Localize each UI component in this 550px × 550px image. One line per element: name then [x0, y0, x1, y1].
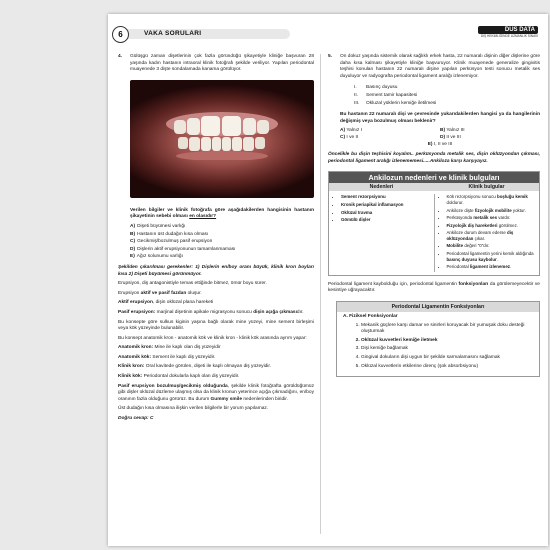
answer-4: Doğru cevap: C	[118, 416, 154, 422]
question-5-note: Öncelikle bu dişin teşhisini koyalım.. perküsyonda metalik ses, dişin oklüzyondan çıkması, periodontal ligament aralığı izlenememesi.....Ankiloza karşı karşıyayız.	[328, 152, 540, 164]
option-e: E) Ağız solunumu varlığı	[130, 254, 183, 260]
table-title: Ankilozun nedenleri ve klinik bulguları	[329, 172, 539, 183]
ankylosis-table	[328, 171, 540, 276]
question-4	[118, 54, 314, 74]
teeth-illustration	[164, 112, 280, 160]
list-item: 3. Dişi kemiğe bağlamak	[361, 346, 539, 353]
question-5	[328, 54, 540, 80]
roman-statements	[354, 85, 540, 107]
column-divider	[320, 54, 321, 534]
question-number: 4.	[118, 54, 123, 59]
list-item: • Kronik periapikal inflamasyon	[341, 202, 434, 208]
page-number: 6	[112, 26, 129, 43]
list-item: • Sement rezorpsiyonu	[341, 194, 434, 200]
list-item: • Ankiloze dişte fizyolojik mobilite yoktur.	[447, 208, 540, 214]
book-page	[108, 14, 548, 546]
list-item: • Fizyolojik diş hareketleri görülmez.	[447, 223, 540, 229]
causes-list	[329, 194, 434, 272]
option-b: B) Yalnız III	[440, 128, 465, 134]
list-item: • Perküsyonda metalik ses vardır.	[447, 215, 540, 221]
publisher-logo	[478, 26, 538, 40]
header-causes: Nedenleri	[369, 184, 394, 191]
page-header	[108, 26, 548, 42]
question-stem: Gülüşgü zaman dişetlerinin çok fazla göründüğü şikayetiyle kliniğe başvuran 28 yaşında kadın hastanın intraoral klinik fotoğrafı şekilde veriliyor. Yapılan periodontal muayenede 3 dişte sondalamada kanama görülüyor.	[130, 54, 314, 73]
list-item: • Periodontal ligamentin yerini kemik aldığında basınç duyusu kaybolur.	[447, 251, 540, 262]
statement-ii: II. Sement tamir kapasitesi	[354, 92, 418, 98]
list-item: 1. Mekanik güçlere karşı damar ve sinirleri koruyacak bir yumuşak doku desteği oluşturmak	[361, 323, 539, 336]
left-column	[118, 54, 314, 426]
statement-iii: III. Okluzal yüklerin kemiğe iletilmesi	[354, 100, 437, 106]
logo-wordmark: DUS DATA	[478, 26, 538, 34]
header-findings: Klinik bulgular	[468, 184, 505, 191]
section-title: VAKA SORULARI	[144, 30, 202, 37]
findings-list	[434, 194, 540, 272]
question-stem: On dokuz yaşında sistemik olarak sağlıklı erkek hasta, 22 numaralı dişinin diğer dişlerine göre daha kısa kalması şikayetiyle kliniğe başvuruyor. Klinik muayenede generalize gingivitis teşhisi konulan hastanın 22 numaralı dişine yapılan perküsyon testi sonucu metalik ses duyuluyor ve radyografta periodontal ligament aralığı izlenemiyor.	[340, 54, 540, 79]
intraoral-clinical-photo	[130, 80, 314, 198]
ligament-functions-box	[336, 301, 540, 377]
statement-i: I. Basınç duyusu	[354, 85, 398, 91]
option-e: E) I, II ve III	[427, 141, 453, 147]
list-item: 2. Oklüzal kuvvetleri kemiğe iletmek	[361, 338, 539, 345]
logo-tagline: DİŞ HEKİMLİĞİNDE UZMANLIK SINAVI	[480, 34, 538, 38]
functions-title: Periodontal Ligamentin Fonksiyonları	[337, 302, 539, 312]
question-4-options	[130, 224, 314, 261]
list-item: 5. Oklüzal kuvvetlerin etkilerine direnç (şok absorbsiyonu)	[361, 364, 539, 371]
option-a: A) Dişeti büyümesi varlığı	[130, 223, 186, 229]
question-5-prompt: Bu hastanın 22 numaralı dişi ve çevresinde yukarıdakilerden hangisi ya da hangilerinin değişmiş veya bozulmuş olması beklenir?	[340, 112, 540, 124]
option-d: D) II ve III	[440, 134, 461, 140]
list-item: • Gömülü dişler	[341, 217, 434, 223]
question-5-options	[340, 128, 540, 148]
option-d: D) Dişlerin aktif erupsiyonunun tamamlanmaması	[130, 246, 236, 252]
list-item: • Periodontal ligament izlenemez.	[447, 264, 540, 270]
list-item: • Oklüzal travma	[341, 210, 434, 216]
functions-subtitle: A. Fiziksel Fonksiyonlar	[343, 314, 398, 320]
right-column	[328, 54, 540, 377]
question-4-prompt: Verilen bilgiler ve klinik fotoğrafa göre aşağıdakilerden hangisinin hastanın şikayetinin sebebi olması en olasıdır?	[130, 207, 314, 220]
option-c: C) Gecikmiş/bozulmuş pasif erupsiyon	[130, 239, 213, 245]
list-item: • Ankiloze durum devam ederse diş oklüzyondan çıkar.	[447, 230, 540, 241]
option-b: B) Hastanın üst dudağın kısa olması	[130, 231, 209, 237]
ligament-paragraph: Periodontal ligament kaybolduğu için, periodontal ligamentin fonksiyonları da görülemeyecektir ve kesintiye uğrayacaktır.	[328, 281, 540, 294]
question-4-explanation: Şekilden çıkarılması gerekenler: 1) Dişlerin en/boy oranı büyük, klinik kron boyları kısa 2) Dişeti büyümesi görünmüyor. Erupsiyon, diş antagonistiyle temas ettiğinde bitmez, ömür boyu sürer. Erupsiyon aktif ve pasif fazdan oluşur. Aktif erupsiyon, dişin oklüzal plana hareketi Pasif erupsiyon: marjinal dişetinin apikale migrasyonu sonucu dişin açığa çıkmasıdır. Bu konsepte göre sulkus kiginin yaşına bağlı olarak mine yüzeyi, mine sement birleşimi veya kök yüzeyinde bulunabilir. Bu konsept anatomik kron - anatomik kök ve klinik kron - klinik kök arasında ayrım yapar: Anatomik kron: Mine ile kaplı olan diş yüzeyidir Anatomik kök: Sement ile kaplı diş yüzeyidir. Klinik kron: Oral kavitede görülen, dişeti ile kaplı olmayan diş yüzeyidir. Klinik kök: Periodontal dokularla kaplı olan diş yüzeyidir. Pasif erupsiyon bozulmuş/gecikmiş olduğunda, şekilde klinik fotoğrafta görüldüğümüz gibi dişler oklüzal düzleme ulaşmış olsa da klinik kronun yeterince açığa çıkmadığını, en/boy oranının fazla olduğunu görürüz. Bu durum Gummy smile nedenlerinden biridir. Üst dudağın kısa olmasına ilişkin verilen bilgilerle bir yorum yapılamaz. Doğru cevap: C	[118, 264, 314, 422]
list-item: 4. Gingival dokuların dişi uygun bir şekilde sarmalamasını sağlamak	[361, 355, 539, 362]
table-body	[329, 191, 539, 275]
list-item: • Kök rezorpsiyonu sonucu boşluğu kemik doldurur.	[447, 194, 540, 205]
list-item: • Mobilite değeri "0"dır.	[447, 243, 540, 249]
option-c: C) I ve II	[340, 134, 359, 140]
functions-list	[337, 323, 539, 371]
question-number: 5.	[328, 54, 333, 59]
table-header	[329, 183, 539, 191]
option-a: A) Yalnız I	[340, 128, 362, 134]
